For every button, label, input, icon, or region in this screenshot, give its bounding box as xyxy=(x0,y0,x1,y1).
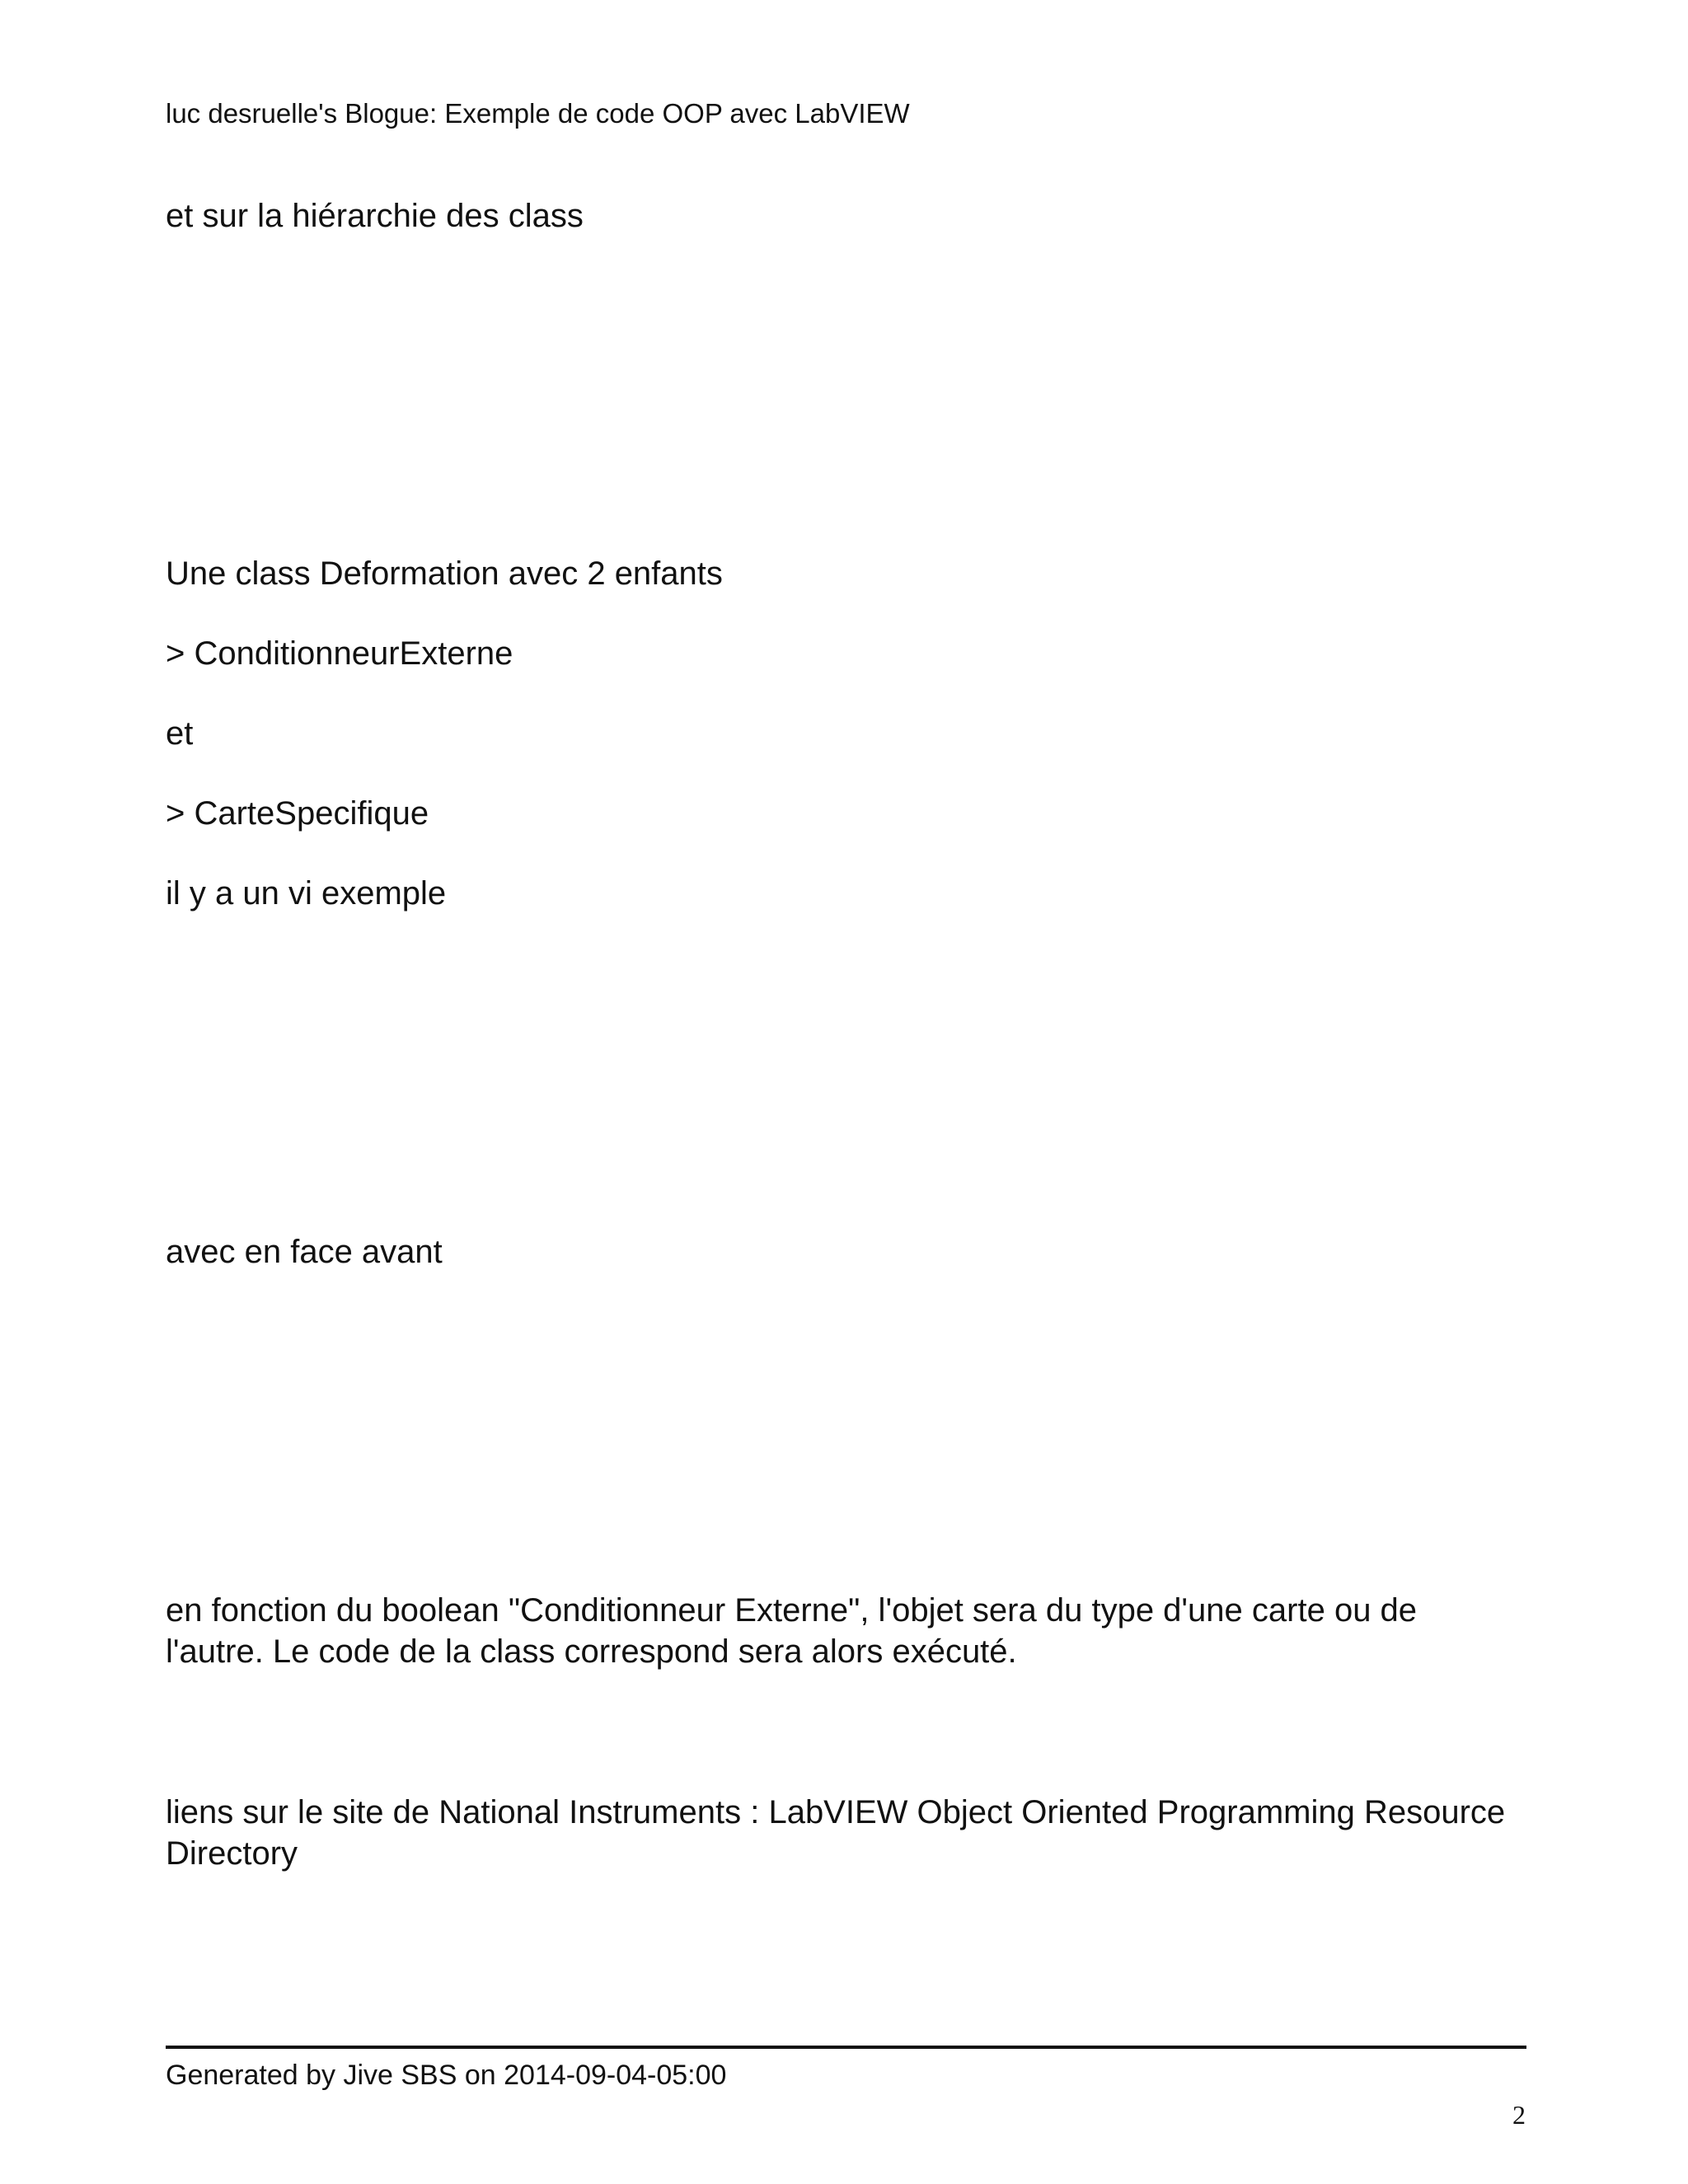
footer-divider xyxy=(166,2046,1526,2049)
paragraph-vi-exemple: il y a un vi exemple xyxy=(166,875,447,912)
page-header-title: luc desruelle's Blogue: Exemple de code OOP avec LabVIEW xyxy=(166,98,910,129)
paragraph-boolean-explanation-line2: l'autre. Le code de la class correspond sera alors exécuté. xyxy=(166,1633,1017,1670)
paragraph-ni-links-line2: Directory xyxy=(166,1835,298,1872)
paragraph-et: et xyxy=(166,715,194,752)
paragraph-deformation-class: Une class Deformation avec 2 enfants xyxy=(166,555,723,592)
footer-generated-text: Generated by Jive SBS on 2014-09-04-05:00 xyxy=(166,2060,727,2091)
paragraph-conditionneur-externe: > ConditionneurExterne xyxy=(166,635,513,672)
page-number: 2 xyxy=(1512,2100,1526,2130)
paragraph-face-avant: avec en face avant xyxy=(166,1234,443,1270)
paragraph-class-hierarchy: et sur la hiérarchie des class xyxy=(166,198,584,234)
paragraph-ni-links-line1: liens sur le site de National Instruments : LabVIEW Object Oriented Programming Resource xyxy=(166,1794,1506,1830)
paragraph-boolean-explanation-line1: en fonction du boolean "Conditionneur Externe", l'objet sera du type d'une carte ou de xyxy=(166,1592,1418,1629)
paragraph-carte-specifique: > CarteSpecifique xyxy=(166,795,429,832)
